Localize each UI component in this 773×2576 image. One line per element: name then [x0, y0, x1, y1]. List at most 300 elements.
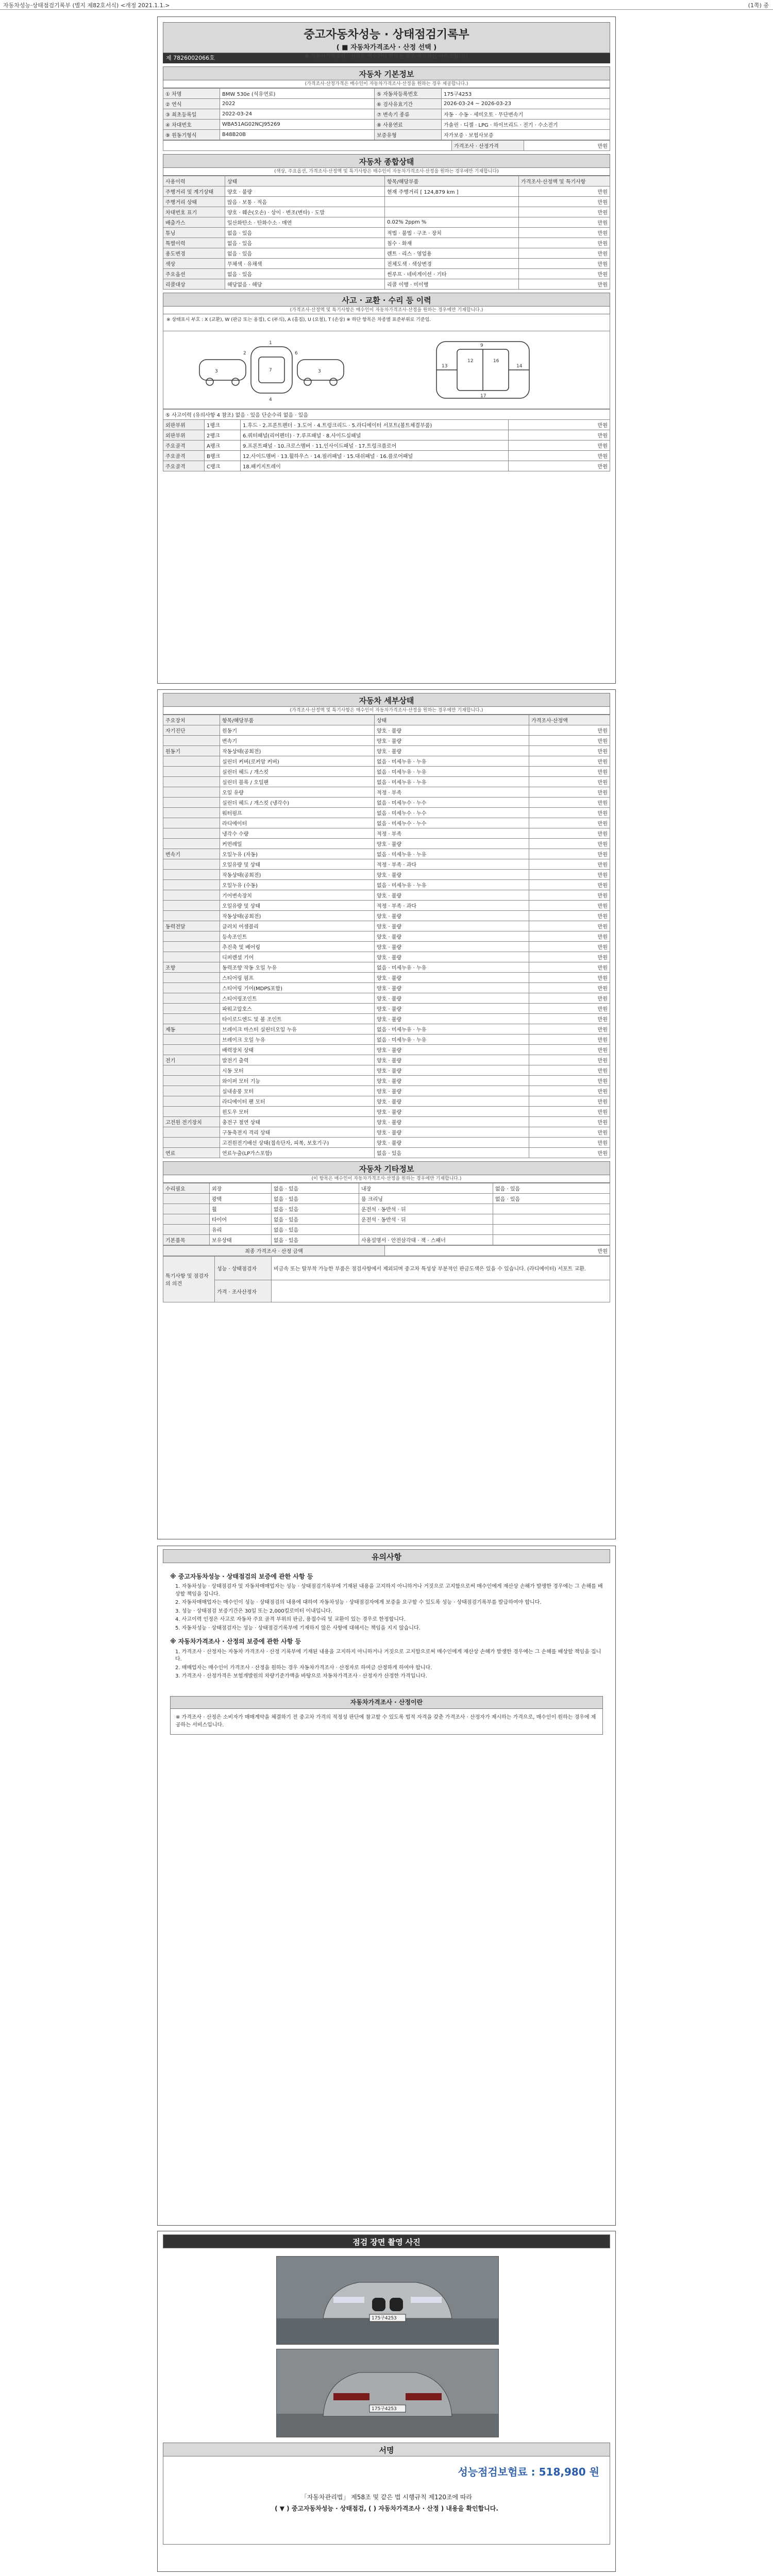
detail-group	[163, 808, 220, 818]
other-state-2	[493, 1235, 610, 1245]
detail-item: 실내송풍 모터	[220, 1086, 375, 1096]
detail-state: 양호 · 불량	[375, 1138, 529, 1148]
detail-price: 만원	[529, 921, 610, 931]
basic-info-row	[163, 130, 610, 140]
status-head-item: 항목/해당부품	[385, 176, 519, 187]
detail-row	[163, 1148, 610, 1158]
detail-price: 만원	[529, 736, 610, 746]
page-2	[157, 689, 616, 1539]
detail-group: 연료	[163, 1148, 220, 1158]
law-text-1: 「자동차관리법」 제58조 및 같은 법 시행규칙 제120조에 따라	[300, 2494, 473, 2501]
detail-state: 양호 · 불량	[375, 1055, 529, 1065]
detail-row	[163, 942, 610, 952]
status-note: 전체도색 · 색상변경	[385, 259, 519, 269]
status-row	[163, 259, 610, 269]
detail-group	[163, 839, 220, 849]
status-value: 없음 · 있음	[225, 238, 385, 248]
detail-row	[163, 1138, 610, 1148]
accident-group-rank: 2랭크	[205, 430, 241, 440]
detail-state: 적정 · 부족 · 과다	[375, 901, 529, 911]
detail-price: 만원	[529, 1107, 610, 1117]
detail-group	[163, 973, 220, 983]
document-note: ※ 자동차가격조사 · 산정은 매수인이 원하는 경우 제공하는 서비스입니다	[305, 54, 468, 59]
detail-state: 양호 · 불량	[375, 1065, 529, 1076]
basic-info-key: ⑤ 자동차등록번호	[375, 89, 442, 99]
detail-head-state: 상태	[375, 715, 529, 725]
other-item: 외장	[210, 1183, 272, 1194]
detail-item: 워터펌프	[220, 808, 375, 818]
accident-group-row	[163, 420, 610, 430]
detail-group	[163, 777, 220, 787]
other-info-section	[163, 1161, 610, 1302]
accident-group-price: 만원	[509, 461, 610, 471]
other-state: 없음 · 있음	[272, 1225, 359, 1235]
detail-item: 실린더 헤드 / 개스킷 (냉각수)	[220, 798, 375, 808]
basic-info-row	[163, 89, 610, 99]
detail-group	[163, 818, 220, 828]
status-value: 없음 · 있음	[225, 248, 385, 259]
other-item-2: 사용설명서 · 안전삼각대 · 잭 · 스패너	[359, 1235, 493, 1245]
special-notes-label: 특기사항 및 점검자의 의견	[163, 1257, 215, 1302]
detail-group	[163, 828, 220, 839]
final-price-table	[163, 1245, 610, 1256]
overall-status-table	[163, 176, 610, 290]
sign-section	[163, 2443, 610, 2545]
detail-item: 실린더 블록 / 오일팬	[220, 777, 375, 787]
detail-item: 오일유량 및 상태	[220, 901, 375, 911]
detail-group	[163, 1138, 220, 1148]
detail-price: 만원	[529, 1055, 610, 1065]
detail-row	[163, 777, 610, 787]
accident-history-row: ⑤ 사고이력 (유의사항 4 참조) 없음 · 있음 단순수리 없음 · 있음	[163, 410, 610, 420]
accident-section	[163, 293, 610, 471]
detail-state: 없음 · 미세누수 · 누수	[375, 818, 529, 828]
special-appraiser-label: 가격 · 조사산정자	[215, 1280, 272, 1302]
detail-price: 만원	[529, 952, 610, 962]
detail-row	[163, 1107, 610, 1117]
other-row	[163, 1225, 610, 1235]
car-diagram	[163, 331, 610, 409]
detail-price: 만원	[529, 993, 610, 1004]
status-key: 용도변경	[163, 248, 225, 259]
status-row	[163, 248, 610, 259]
accident-group-items: 18.패키지트레이	[241, 461, 509, 471]
notes-item: 3. 가격조사 · 산정가격은 보험개발원의 차량기준가액을 바탕으로 자동차가격조사 · 산정자가 산정한 가격입니다.	[175, 1673, 427, 1680]
accident-group-price: 만원	[509, 451, 610, 461]
detail-row	[163, 1065, 610, 1076]
detail-group	[163, 1045, 220, 1055]
status-row	[163, 217, 610, 228]
accident-group-name: 주요골격	[163, 461, 205, 471]
detail-item: 오일누유 (수동)	[220, 880, 375, 890]
detail-price: 만원	[529, 1138, 610, 1148]
detail-row	[163, 952, 610, 962]
other-item-2	[359, 1225, 493, 1235]
print-header	[0, 0, 773, 10]
basic-info-value: 2022-03-24	[220, 109, 375, 120]
basic-price-value: 만원	[524, 141, 610, 151]
detail-row	[163, 736, 610, 746]
detail-state: 없음 · 미세누유 · 누유	[375, 777, 529, 787]
detail-row	[163, 1086, 610, 1096]
other-group: 수리필요	[163, 1183, 210, 1194]
detail-price: 만원	[529, 777, 610, 787]
detail-state: 양호 · 불량	[375, 1096, 529, 1107]
detail-price: 만원	[529, 1045, 610, 1055]
detail-state: 없음 · 미세누유 · 누유	[375, 1035, 529, 1045]
detail-item: 브레이크 오일 누유	[220, 1035, 375, 1045]
detail-price: 만원	[529, 1014, 610, 1024]
detail-item: 작동상태(공회전)	[220, 870, 375, 880]
detail-price: 만원	[529, 1127, 610, 1138]
detail-row	[163, 890, 610, 901]
status-key: 주행거리 및 계기상태	[163, 187, 225, 197]
detail-item: 작동상태(공회전)	[220, 911, 375, 921]
detail-group	[163, 983, 220, 993]
accident-group-row	[163, 451, 610, 461]
svg-text:7: 7	[269, 368, 272, 373]
detail-price: 만원	[529, 1076, 610, 1086]
basic-info-value: B48B20B	[220, 130, 375, 140]
detail-price: 만원	[529, 808, 610, 818]
page-1	[157, 16, 616, 684]
status-price: 만원	[519, 217, 610, 228]
basic-info-key: ④ 차대번호	[163, 120, 220, 130]
detail-price: 만원	[529, 1117, 610, 1127]
basic-info-key: ① 차명	[163, 89, 220, 99]
detail-group	[163, 1065, 220, 1076]
basic-info-key: ② 연식	[163, 99, 220, 109]
special-notes-table	[163, 1256, 610, 1302]
detail-row	[163, 1117, 610, 1127]
detail-item: 시동 모터	[220, 1065, 375, 1076]
detail-state: 없음 · 미세누수 · 누수	[375, 808, 529, 818]
detail-group	[163, 1107, 220, 1117]
detail-row	[163, 808, 610, 818]
detail-item: 클러치 어셈블리	[220, 921, 375, 931]
detail-item: 충전구 절연 상태	[220, 1117, 375, 1127]
basic-info-key: ⑦ 변속기 종류	[375, 109, 442, 120]
basic-info-row	[163, 109, 610, 120]
page-3	[157, 1546, 616, 2226]
status-price: 만원	[519, 238, 610, 248]
final-price-value: 만원	[385, 1246, 610, 1256]
detail-item: 기어변속장치	[220, 890, 375, 901]
status-row	[163, 238, 610, 248]
detail-row	[163, 725, 610, 736]
other-item: 보유상태	[210, 1235, 272, 1245]
detail-item: 연료누출(LP가스포함)	[220, 1148, 375, 1158]
accident-title: 사고 · 교환 · 수리 등 이력	[163, 293, 610, 307]
detail-item: 스티어링 기어(MDPS포함)	[220, 983, 375, 993]
other-state-2: 없음 · 있음	[493, 1194, 610, 1204]
front-photo	[276, 2256, 499, 2345]
other-state: 없음 · 있음	[272, 1214, 359, 1225]
detail-state: 없음 · 미세누유 · 누유	[375, 767, 529, 777]
svg-text:6: 6	[295, 351, 298, 356]
detail-price: 만원	[529, 818, 610, 828]
notes-section	[163, 1549, 610, 1739]
detail-item: 추진축 및 베어링	[220, 942, 375, 952]
detail-item: 커먼레일	[220, 839, 375, 849]
detail-price: 만원	[529, 911, 610, 921]
detail-item: 실린더 커버(로커암 커버)	[220, 756, 375, 767]
status-price: 만원	[519, 197, 610, 207]
other-item-2: 내장	[359, 1183, 493, 1194]
basic-info-row	[163, 120, 610, 130]
detail-group	[163, 1014, 220, 1024]
svg-text:9: 9	[480, 343, 483, 348]
other-row	[163, 1235, 610, 1245]
frame-diagram-icon	[406, 336, 560, 403]
detail-price: 만원	[529, 1004, 610, 1014]
detail-row	[163, 901, 610, 911]
detail-item: 오일 유량	[220, 787, 375, 798]
detail-price: 만원	[529, 942, 610, 952]
notes-heading-1: ※ 중고자동차성능 · 상태점검의 보증에 관한 사항 등	[170, 1573, 313, 1580]
detail-state: 적정 · 부족 · 과다	[375, 859, 529, 870]
detail-state: 양호 · 불량	[375, 993, 529, 1004]
detail-item: 원동기	[220, 725, 375, 736]
detail-item: 작동상태(공회전)	[220, 746, 375, 756]
document-number: 제 7826002066호	[163, 53, 610, 63]
status-note: 0.02% 2ppm %	[385, 217, 519, 228]
document-subtitle: ( ■ 자동차가격조사 · 산정 선택 )	[336, 44, 437, 52]
status-row	[163, 187, 610, 197]
detail-price: 만원	[529, 787, 610, 798]
other-state: 없음 · 있음	[272, 1204, 359, 1214]
other-state-2	[493, 1204, 610, 1214]
detail-row	[163, 746, 610, 756]
detail-group	[163, 880, 220, 890]
photos-title: 점검 장면 촬영 사진	[163, 2234, 610, 2248]
overall-status-title: 자동차 종합상태	[163, 154, 610, 168]
notes-title: 유의사항	[163, 1549, 610, 1563]
detail-item: 브레이크 마스터 실린더오일 누유	[220, 1024, 375, 1035]
notes-item: 4. 사고이력 인정은 사고로 자동차 주요 골격 부위의 판금, 용접수리 및 교환이 있는 경우로 한정합니다.	[175, 1617, 406, 1623]
basic-info-section	[163, 66, 610, 151]
detail-price: 만원	[529, 870, 610, 880]
notes-item: 2. 매매업자는 매수인이 가격조사 · 산정을 원하는 경우 자동차가격조사 · 산정자로 하여금 산정하게 하여야 합니다.	[175, 1665, 432, 1671]
svg-text:17: 17	[480, 394, 486, 399]
appraisal-info-box	[170, 1696, 603, 1735]
detail-state: 양호 · 불량	[375, 1127, 529, 1138]
status-price: 만원	[519, 269, 610, 279]
detail-group: 변속기	[163, 849, 220, 859]
status-key: 튜닝	[163, 228, 225, 238]
detail-item: 고전원전기배선 상태(접속단자, 피복, 보호기구)	[220, 1138, 375, 1148]
accident-group-row	[163, 440, 610, 451]
appraisal-info-title: 자동차가격조사 · 산정이란	[171, 1697, 602, 1709]
basic-info-value: 가솔린 · 디젤 · LPG · 하이브리드 · 전기 · 수소전기	[442, 120, 610, 130]
notes-item: 1. 가격조사 · 산정자는 자동차 가격조사 · 산정 기록부에 기재된 내용을 고지하지 아니하거나 거짓으로 고지함으로써 매수인에게 재산상 손해가 발생한 경우에는 그 손해를 배상할 책임을 집니다.	[175, 1649, 601, 1663]
other-state-2	[493, 1225, 610, 1235]
appraisal-info-text: ※ 가격조사 · 산정은 소비자가 매매계약을 체결하기 전 중고차 가격의 적정성 판단에 참고할 수 있도록 법적 자격을 갖춘 가격조사 · 산정자가 제시하는 가격으로, 매수인이 원하는 경우에 제공하는 서비스입니다.	[176, 1715, 596, 1728]
notes-item: 2. 자동차매매업자는 매수인이 성능 · 상태점검의 내용에 대하여 자동차성능 · 상태점검자에게 보증을 요구할 수 있도록 성능 · 상태점검기록부를 발급하여야 합니다.	[175, 1600, 542, 1606]
accident-group-row	[163, 461, 610, 471]
basic-info-value: 2022	[220, 99, 375, 109]
detail-state: 적정 · 부족	[375, 828, 529, 839]
exterior-car-diagram-icon	[194, 336, 349, 403]
other-item: 유리	[210, 1225, 272, 1235]
other-item-2: 룸 크리닝	[359, 1194, 493, 1204]
rear-plate: 175구4253	[372, 2406, 397, 2412]
notes-item: 5. 자동차성능 · 상태점검자는 성능 · 상태점검기록부에 기재하지 않은 사항에 대해서는 책임을 지지 않습니다.	[175, 1625, 421, 1631]
status-note: 리콜 이행 · 미이행	[385, 279, 519, 290]
detail-state: 없음 · 미세누유 · 누유	[375, 1024, 529, 1035]
status-price: 만원	[519, 279, 610, 290]
detail-group	[163, 736, 220, 746]
basic-info-subtitle: (가격조사·산정가격은 매수인이 자동차가격조사·산정을 원하는 경우 제공합니다.)	[163, 80, 610, 88]
detail-price: 만원	[529, 746, 610, 756]
status-note: 현재 주행거리 [ 124,879 km ]	[385, 187, 519, 197]
detail-row	[163, 983, 610, 993]
basic-info-key: ⑧ 사용연료	[375, 120, 442, 130]
special-inspector-note: 비금속 또는 탈부착 가능한 부품은 점검사항에서 제외되며 중고차 특성상 부분적인 판금도색은 있을 수 있습니다. (라디에이터) 서포트 교환.	[272, 1257, 610, 1280]
detail-state: 없음 · 미세누유 · 누유	[375, 849, 529, 859]
svg-text:13: 13	[442, 364, 448, 369]
detail-row	[163, 756, 610, 767]
status-row	[163, 197, 610, 207]
detail-group	[163, 870, 220, 880]
final-price-label: 최종 가격조사 · 산정 금액	[163, 1246, 385, 1256]
detail-state: 양호 · 불량	[375, 1076, 529, 1086]
detail-price: 만원	[529, 767, 610, 777]
car-front-photo-icon	[277, 2257, 498, 2344]
detail-row	[163, 839, 610, 849]
basic-info-value: BMW 530e (석유연료)	[220, 89, 375, 99]
detail-row	[163, 828, 610, 839]
detail-row	[163, 1024, 610, 1035]
print-header-left: 자동차성능·상태점검기록부 (별지 제82호서식) <개정 2021.1.1.>	[3, 2, 170, 9]
status-key: 리콜대상	[163, 279, 225, 290]
status-note	[385, 197, 519, 207]
detail-price: 만원	[529, 880, 610, 890]
other-state: 없음 · 있음	[272, 1235, 359, 1245]
detail-price: 만원	[529, 828, 610, 839]
status-note: 적법 · 불법 · 구조 · 장치	[385, 228, 519, 238]
accident-group-price: 만원	[509, 440, 610, 451]
detail-row	[163, 993, 610, 1004]
detail-price: 만원	[529, 798, 610, 808]
status-note	[385, 207, 519, 217]
other-row	[163, 1194, 610, 1204]
detail-item: 냉각수 수량	[220, 828, 375, 839]
detail-state: 양호 · 불량	[375, 931, 529, 942]
detail-row	[163, 1014, 610, 1024]
detail-group: 원동기	[163, 746, 220, 756]
accident-group-items: 12.사이드멤버 · 13.휠하우스 · 14.필러패널 · 15.대쉬패널 · 16.플로어패널	[241, 451, 509, 461]
detail-row	[163, 1127, 610, 1138]
detail-row	[163, 1045, 610, 1055]
detail-state: 없음 · 미세누수 · 누수	[375, 798, 529, 808]
basic-info-value: 자동 · 수동 · 세미오토 · 무단변속기	[442, 109, 610, 120]
accident-group-items: 6.쿼터패널(리어펜더) · 7.루프패널 · 8.사이드실패널	[241, 430, 509, 440]
detail-row	[163, 1035, 610, 1045]
status-key: 특별이력	[163, 238, 225, 248]
status-key: 주행거리 상태	[163, 197, 225, 207]
basic-info-key: ⑨ 원동기형식	[163, 130, 220, 140]
status-value: 일산화탄소 · 탄화수소 · 매연	[225, 217, 385, 228]
basic-info-key: 보증유형	[375, 130, 442, 140]
accident-group-rank: B랭크	[205, 451, 241, 461]
detail-group: 제동	[163, 1024, 220, 1035]
detail-row	[163, 859, 610, 870]
detail-price: 만원	[529, 962, 610, 973]
detail-group	[163, 890, 220, 901]
basic-price-table	[163, 140, 610, 151]
other-item-2: 운전석 · 동반석 · 뒤	[359, 1204, 493, 1214]
status-key: 색상	[163, 259, 225, 269]
detail-group	[163, 798, 220, 808]
detail-item: 동력조향 작동 오일 누유	[220, 962, 375, 973]
detail-row	[163, 1096, 610, 1107]
detail-state: 양호 · 불량	[375, 1117, 529, 1127]
svg-text:2: 2	[243, 351, 246, 356]
detail-row	[163, 787, 610, 798]
detail-item: 실린더 헤드 / 개스킷	[220, 767, 375, 777]
detail-price: 만원	[529, 983, 610, 993]
detail-head-item: 항목/해당부품	[220, 715, 375, 725]
status-note: 렌트 · 리스 · 영업용	[385, 248, 519, 259]
detail-state: 양호 · 불량	[375, 973, 529, 983]
svg-text:1: 1	[269, 341, 272, 346]
detail-state: 양호 · 불량	[375, 1004, 529, 1014]
detail-group	[163, 942, 220, 952]
detail-group	[163, 756, 220, 767]
overall-status-section	[163, 154, 610, 290]
detail-price: 만원	[529, 973, 610, 983]
status-row	[163, 228, 610, 238]
detail-item: 배력장치 상태	[220, 1045, 375, 1055]
detail-price: 만원	[529, 756, 610, 767]
detail-price: 만원	[529, 1035, 610, 1045]
basic-info-value: 자가보증 · 보험사보증	[442, 130, 610, 140]
other-info-title: 자동차 기타정보	[163, 1161, 610, 1175]
detail-state: 양호 · 불량	[375, 921, 529, 931]
detail-group	[163, 1004, 220, 1014]
basic-info-value: 2026-03-24 ~ 2026-03-23	[442, 99, 610, 109]
accident-group-name: 외판부위	[163, 430, 205, 440]
sign-body	[163, 2456, 610, 2545]
status-price: 만원	[519, 228, 610, 238]
accident-group-rank: 1랭크	[205, 420, 241, 430]
detail-state: 양호 · 불량	[375, 942, 529, 952]
accident-group-price: 만원	[509, 420, 610, 430]
detail-state: 양호 · 불량	[375, 890, 529, 901]
detail-state: 양호 · 불량	[375, 952, 529, 962]
notes-item: 1. 자동차성능 · 상태점검자 및 자동차매매업자는 성능 · 상태점검기록부에 기재된 내용을 고지하지 아니하거나 거짓으로 고지함으로써 매수인에게 재산상 손해가 발생한 경우에는 그 손해를 배상할 책임을 집니다.	[175, 1584, 603, 1597]
other-state: 없음 · 있음	[272, 1194, 359, 1204]
detail-price: 만원	[529, 1024, 610, 1035]
sign-title: 서명	[163, 2443, 610, 2456]
accident-group-items: 1.후드 · 2.프론트펜더 · 3.도어 · 4.트렁크리드 · 5.라디에이터 서포트(볼트체결부품)	[241, 420, 509, 430]
detail-state: 양호 · 불량	[375, 736, 529, 746]
detail-item: 라디에이터 팬 모터	[220, 1096, 375, 1107]
front-plate: 175구4253	[372, 2316, 397, 2321]
detail-state: 없음 · 미세누유 · 누유	[375, 756, 529, 767]
status-value: 많음 · 보통 · 적음	[225, 197, 385, 207]
detail-row	[163, 767, 610, 777]
detail-group: 조향	[163, 962, 220, 973]
detail-state: 적정 · 부족	[375, 787, 529, 798]
notes-item: 3. 성능 · 상태점검 보증기간은 30일 또는 2,000킬로미터 이내입니다.	[175, 1608, 332, 1614]
basic-info-value: 175구4253	[442, 89, 610, 99]
page-4	[157, 2231, 616, 2572]
detail-subtitle: (가격조사·산정액 및 특기사항은 매수인이 자동차가격조사·산정을 원하는 경우에만 기재합니다.)	[163, 707, 610, 715]
detail-group	[163, 859, 220, 870]
law-text-2: ( ▼ ) 중고자동차성능 · 상태점검, ( ) 자동차가격조사 · 산정 ) 내용을 확인합니다.	[275, 2505, 498, 2512]
